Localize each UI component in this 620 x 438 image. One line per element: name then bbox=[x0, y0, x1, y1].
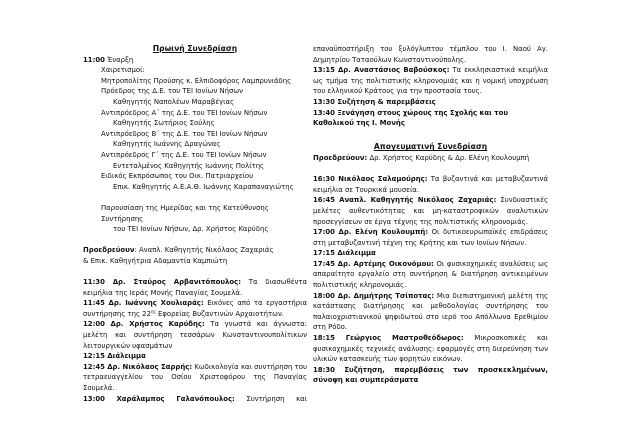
talk-time: 18:15 bbox=[313, 334, 335, 343]
talk-speaker: Δρ. Ιωάννης Χουλιαράς: bbox=[108, 299, 204, 308]
talk-speaker: Δρ. Σταύρος Αρβανιτόπουλος: bbox=[112, 278, 241, 287]
talk-title: Συνδυαστικές μελέτες αυθεντικότητας και μη-καταστροφικών αναλυτικών προσεγγίσεων σε έργα τέχνης της πολιτιστικής κληρονομιάς. bbox=[313, 196, 548, 226]
talk-title: Μικροσκοπικές και φυσικοχημικές τεχνικές ανάλυσης: εφαρμογές στη διερεύνηση των υλικών κατασκευής των φορητών εικόνων. bbox=[313, 334, 548, 364]
talk-time: 12:15 bbox=[83, 352, 105, 361]
talk-title: Συντήρηση και bbox=[234, 394, 308, 403]
greeting-person: Επικ. Καθηγητής Α.Ε.Α.Θ. Ιωάννης Καραπαναγιώτης bbox=[113, 182, 294, 191]
greeting-role: Πρόεδρος της Δ.Ε. του ΤΕΙ Ιονίων Νήσων bbox=[101, 87, 243, 96]
talk-item bbox=[83, 298, 307, 319]
talk-time: 11:45 bbox=[83, 299, 105, 308]
talk-time: 13:15 bbox=[313, 66, 335, 75]
presentation-line: Παρουσίαση της Ημερίδας και της Κατεύθυνσης Συντήρησης bbox=[101, 203, 269, 223]
talk-speaker: Αναπλ. Καθηγητής Νικόλαος Ζαχαριάς: bbox=[339, 196, 497, 205]
continued-talk-text: επαναϋποστήριξη του ξυλόγλυπτου τέμπλου του Ι. Ναού Αγ. Δημητρίου Ταταούλων Κωνσταντινούπολης. bbox=[313, 45, 548, 64]
presentation-line: του ΤΕΙ Ιονίων Νήσων, Δρ. Χρήστος Καρύδης bbox=[113, 225, 269, 234]
talk-speaker: Χαράλαμπος Γαλανόπουλος: bbox=[116, 394, 235, 403]
talk-time: 16:30 bbox=[313, 175, 335, 184]
talk-title: Οι φυσικοχημικές αναλύσεις ως απαραίτητο εργαλείο στη συντήρηση & διατήρηση αντικειμένων πολιτιστικής κληρονομιάς. bbox=[313, 259, 549, 290]
talk-title: Τα γνωστά και άγνωστα: μελέτη και συντήρηση τεσσάρων Κωνσταντινουπολίτικων λειτουργικών υφασμάτων bbox=[83, 320, 307, 350]
talk-title: Τα εκκλησιαστικά κειμήλια ως τμήμα της πολιτιστικής κληρονομιάς και η νομική υποχρέωση του ελληνικού Κράτους για την προστασία τους. bbox=[313, 66, 548, 96]
greeting-person: Καθηγητής Σωτήριος Σούλης bbox=[113, 119, 215, 128]
opening-time: 11:00 bbox=[83, 55, 105, 64]
break-item bbox=[313, 248, 548, 259]
talk-item bbox=[313, 195, 548, 227]
talk-title-cont: Εφορείας Βυζαντινών Αρχαιοτήτων. bbox=[155, 309, 284, 318]
talk-time: 13:00 bbox=[83, 394, 105, 403]
greeting-person: Καθηγητής Ιωάννης Δραγώνας bbox=[113, 140, 221, 149]
greeting-role: Αντιπρόεδρος Β΄ της Δ.Ε. του ΤΕΙ Ιονίων Νήσων bbox=[101, 129, 268, 138]
discussion-label: Συζήτηση & παρεμβάσεις bbox=[337, 97, 436, 106]
chairs-line bbox=[83, 245, 307, 256]
chairs-line-2: & Επικ. Καθηγήτρια Αδαμαντία Καμπιώτη bbox=[83, 256, 228, 265]
talk-speaker: Δρ. Αρτέμης Οικονόμου: bbox=[337, 259, 434, 268]
talk-title: Τα διασωθέντα κειμήλια της Ιεράς Μονής Παναγίας Σουμελά. bbox=[83, 278, 307, 297]
talk-speaker: Δρ. Χρήστος Καρύδης: bbox=[110, 320, 205, 329]
talk-item bbox=[83, 394, 307, 405]
break-label: Διάλειμμα bbox=[337, 249, 376, 258]
afternoon-session-title: Απογευματινή Συνεδρίαση bbox=[373, 142, 488, 152]
discussion-item bbox=[313, 97, 548, 108]
talk-title: Οι δυτικοευρωπαϊκές επιδράσεις στη μεταβυζαντινή τέχνη της Κρήτης και των Ιονίων Νήσων. bbox=[313, 228, 548, 247]
talk-item bbox=[313, 174, 548, 195]
talk-time: 18:30 bbox=[313, 365, 335, 374]
talk-item bbox=[313, 259, 548, 291]
talk-time: 16:45 bbox=[313, 196, 335, 205]
break-label: Διάλειμμα bbox=[107, 352, 146, 361]
talk-time: 12:45 bbox=[83, 362, 105, 371]
afternoon-chairs-line bbox=[313, 153, 548, 164]
talk-time: 17:00 bbox=[313, 228, 335, 237]
greeting-role: Μητροπολίτης Προύσης κ. Ελπιδοφόρος Λαμπρυνιάδης bbox=[101, 76, 292, 85]
talk-title: Εικόνες από τα εργαστήρια συντήρησης της 22 bbox=[83, 299, 307, 318]
talk-time: 13:40 bbox=[313, 108, 335, 117]
talk-speaker: Δρ. Δημήτρης Τσίποτας: bbox=[337, 291, 435, 300]
greeting-role: Αντιπρόεδρος Α΄ της Δ.Ε. του ΤΕΙ Ιονίων Νήσων bbox=[101, 108, 268, 117]
greetings-label: Χαιρετισμοί: bbox=[101, 66, 145, 75]
talk-item bbox=[83, 319, 307, 351]
opening-line bbox=[83, 55, 307, 66]
talk-time: 11:30 bbox=[83, 278, 105, 287]
talk-item bbox=[83, 277, 307, 298]
chairs-label: Προεδρεύουν: bbox=[313, 153, 368, 162]
opening-label: Έναρξη bbox=[104, 55, 134, 64]
talk-title: Κωδικολογία και συντήρηση του τετραευαγγελίου του Οσίου Χριστοφόρου της Παναγίας Σουμελά. bbox=[83, 362, 307, 392]
talk-time: 12:00 bbox=[83, 320, 105, 329]
greeting-person: Εντεταλμένος Καθηγητής Ιωάννης Πολίτης bbox=[113, 161, 265, 170]
talk-item bbox=[83, 362, 307, 394]
ordinal-suffix: ης bbox=[150, 308, 156, 314]
talk-speaker: Δρ. Αναστάσιος Βαβούσκος: bbox=[337, 66, 450, 75]
talk-item bbox=[313, 333, 548, 365]
tour-label: Ξενάγηση στους χώρους της Σχολής και του Καθολικού της Ι. Μονής bbox=[313, 108, 509, 128]
closing-discussion-label: Συζήτηση, παρεμβάσεις των προσκεκλημένων, σύνοψη και συμπεράσματα bbox=[313, 365, 549, 385]
greeting-person: Καθηγητής Ναπολέων Μαραβέγιας bbox=[113, 97, 235, 106]
talk-speaker: Γεώργιος Μαστροθεόδωρος: bbox=[345, 334, 464, 343]
talk-time: 17:15 bbox=[313, 249, 335, 258]
tour-item bbox=[313, 108, 548, 129]
morning-session-title: Πρωινή Συνεδρίαση bbox=[152, 44, 238, 53]
talk-speaker: Δρ. Ελένη Κουλουμπή: bbox=[338, 228, 429, 237]
chairs-label: Προεδρεύουν bbox=[83, 246, 135, 255]
greeting-role: Ειδικός Εκπρόσωπος του Οικ. Πατριαρχείου bbox=[101, 172, 254, 181]
closing-discussion-item bbox=[313, 365, 548, 386]
talk-item bbox=[313, 227, 548, 248]
talk-item bbox=[313, 65, 548, 97]
talk-title: Τα βυζαντινά και μεταβυζαντινά κειμήλια σε Τουρκικά μουσεία. bbox=[313, 175, 548, 194]
chairs-names: : Αναπλ. Καθηγητής Νικόλαος Ζαχαριάς bbox=[134, 246, 274, 255]
chairs-names: Δρ. Χρήστος Καρύδης & Δρ. Ελένη Κουλουμπή bbox=[367, 153, 530, 162]
talk-time: 18:00 bbox=[313, 291, 335, 300]
morning-session-column bbox=[83, 44, 307, 404]
talk-item bbox=[313, 291, 548, 333]
talk-title: Μια διεπιστημονική μελέτη της κατάστασης διατήρησης και μεθοδολογίας συντήρησης του παλαιοχριστιανικού ψηφιδωτού στο ιερό του Απόλλωνα Ερεθιμίου στη Ρόδο. bbox=[313, 291, 548, 332]
continued-and-afternoon-column bbox=[313, 44, 548, 386]
break-item bbox=[83, 351, 307, 362]
greeting-role: Αντιπρόεδρος Γ΄ της Δ.Ε. του ΤΕΙ Ιονίων Νήσων bbox=[101, 150, 267, 159]
talk-speaker: Δρ. Νικόλαος Σαρρής: bbox=[107, 362, 193, 371]
talk-speaker: Νικόλαος Σαλαμούρης: bbox=[338, 175, 428, 184]
talk-time: 13:30 bbox=[313, 97, 335, 106]
talk-time: 17:45 bbox=[313, 259, 335, 268]
